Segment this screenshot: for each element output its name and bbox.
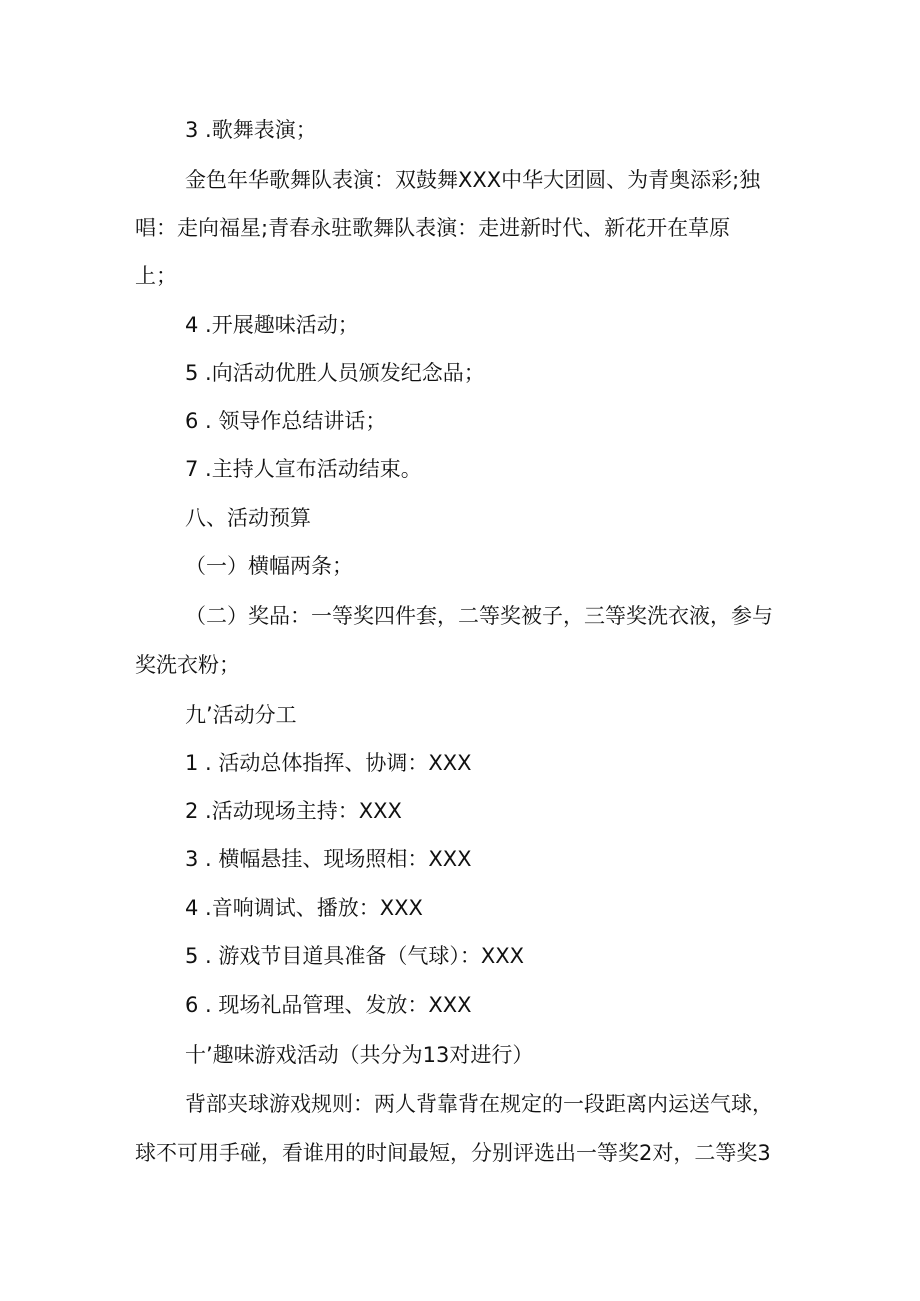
- paragraph-performance-line-1: 金色年华歌舞队表演：双鼓舞XXX中华大团圆、为青奥添彩;独: [185, 168, 761, 192]
- item-6-summary: 6 . 领导作总结讲话；: [185, 409, 387, 433]
- game-rule-line-1: 背部夹球游戏规则：两人背靠背在规定的一段距离内运送气球，: [185, 1092, 773, 1116]
- division-item-3: 3 . 横幅悬挂、现场照相：XXX: [185, 847, 472, 871]
- division-item-6: 6 . 现场礼品管理、发放：XXX: [185, 993, 472, 1017]
- section-heading-budget: 八、活动预算: [185, 506, 311, 530]
- budget-item-2-line-1: （二）奖品：一等奖四件套，二等奖被子，三等奖洗衣液，参与: [185, 604, 773, 628]
- item-4-activities: 4 .开展趣味活动；: [185, 313, 359, 337]
- division-item-2: 2 .活动现场主持：XXX: [185, 799, 402, 823]
- division-item-1: 1 . 活动总体指挥、协调：XXX: [185, 751, 472, 775]
- section-heading-division: 九’活动分工: [185, 703, 297, 727]
- item-3-song-dance: 3 .歌舞表演；: [185, 118, 317, 142]
- game-rule-line-2: 球不可用手碰，看谁用的时间最短，分别评选出一等奖2对，二等奖3: [135, 1141, 771, 1165]
- budget-item-2-line-2: 奖洗衣粉；: [135, 653, 240, 677]
- paragraph-performance-line-3: 上；: [135, 264, 177, 288]
- division-item-4: 4 .音响调试、播放：XXX: [185, 896, 423, 920]
- item-5-awards: 5 .向活动优胜人员颁发纪念品；: [185, 361, 485, 385]
- paragraph-performance-line-2: 唱：走向福星;青春永驻歌舞队表演：走进新时代、新花开在草原: [135, 216, 731, 240]
- item-7-closing: 7 .主持人宣布活动结束。: [185, 457, 422, 481]
- section-heading-games: 十’趣味游戏活动（共分为13对进行）: [185, 1043, 534, 1067]
- budget-item-1: （一）横幅两条；: [185, 554, 353, 578]
- division-item-5: 5 . 游戏节目道具准备（气球）：XXX: [185, 944, 525, 968]
